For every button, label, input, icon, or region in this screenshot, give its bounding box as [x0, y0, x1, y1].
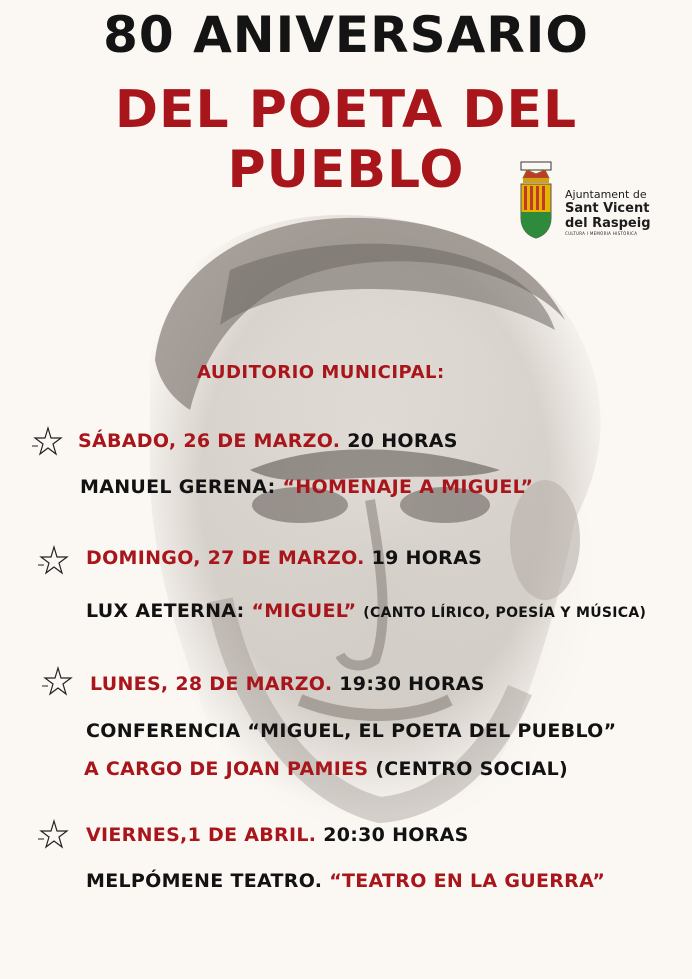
logo-line-4: CULTURA I MEMÒRIA HISTÒRICA: [565, 231, 638, 236]
event-1-performer: MANUEL GERENA:: [80, 476, 276, 498]
event-2-performer: LUX AETERNA:: [86, 600, 245, 622]
event-3-performer: CONFERENCIA “MIGUEL, EL POETA DEL PUEBLO”: [86, 720, 617, 742]
event-1-date: SÁBADO, 26 DE MARZO.: [78, 430, 341, 452]
event-2-work: “MIGUEL”: [251, 600, 357, 622]
municipality-logo: [515, 160, 655, 244]
event-2-detail-line: [86, 600, 646, 622]
event-2-time: 19 HORAS: [371, 547, 483, 569]
logo-line-1: Ajuntament de: [565, 188, 647, 201]
event-4-date: VIERNES,1 DE ABRIL.: [86, 824, 317, 846]
event-2-date-line: [86, 547, 482, 569]
event-3-speaker: A CARGO DE JOAN PAMIES: [84, 758, 369, 780]
event-1-work: “HOMENAJE A MIGUEL”: [282, 476, 534, 498]
event-1-date-line: [78, 430, 458, 452]
venue-heading: AUDITORIO MUNICIPAL:: [197, 362, 445, 383]
star-icon: [40, 664, 76, 700]
event-4-performer: MELPÓMENE TEATRO.: [86, 870, 323, 892]
event-3-speaker-line: [84, 758, 568, 780]
event-3-date: LUNES, 28 DE MARZO.: [90, 673, 333, 695]
title-line-1: 80 ANIVERSARIO: [103, 6, 589, 64]
event-3-detail-line: [86, 720, 616, 742]
event-1-detail-line: [80, 476, 533, 498]
logo-text: [565, 188, 651, 237]
logo-line-2: Sant Vicent: [565, 201, 650, 216]
star-icon: [36, 817, 72, 853]
star-icon: [36, 543, 72, 579]
logo-line-3: del Raspeig: [565, 216, 651, 231]
event-4-work: “TEATRO EN LA GUERRA”: [329, 870, 606, 892]
event-4-time: 20:30 HORAS: [323, 824, 469, 846]
event-3-date-line: [90, 673, 485, 695]
event-4-detail-line: [86, 870, 605, 892]
coat-of-arms-icon: [515, 160, 557, 242]
event-1-time: 20 HORAS: [347, 430, 458, 452]
event-2-date: DOMINGO, 27 DE MARZO.: [86, 547, 365, 569]
title-line-2: DEL POETA DEL PUEBLO: [114, 80, 578, 200]
event-3-note: (CENTRO SOCIAL): [375, 758, 569, 780]
event-4-date-line: [86, 824, 469, 846]
star-icon: [30, 424, 66, 460]
event-3-time: 19:30 HORAS: [339, 673, 485, 695]
event-2-note: (CANTO LÍRICO, POESÍA Y MÚSICA): [363, 605, 647, 621]
